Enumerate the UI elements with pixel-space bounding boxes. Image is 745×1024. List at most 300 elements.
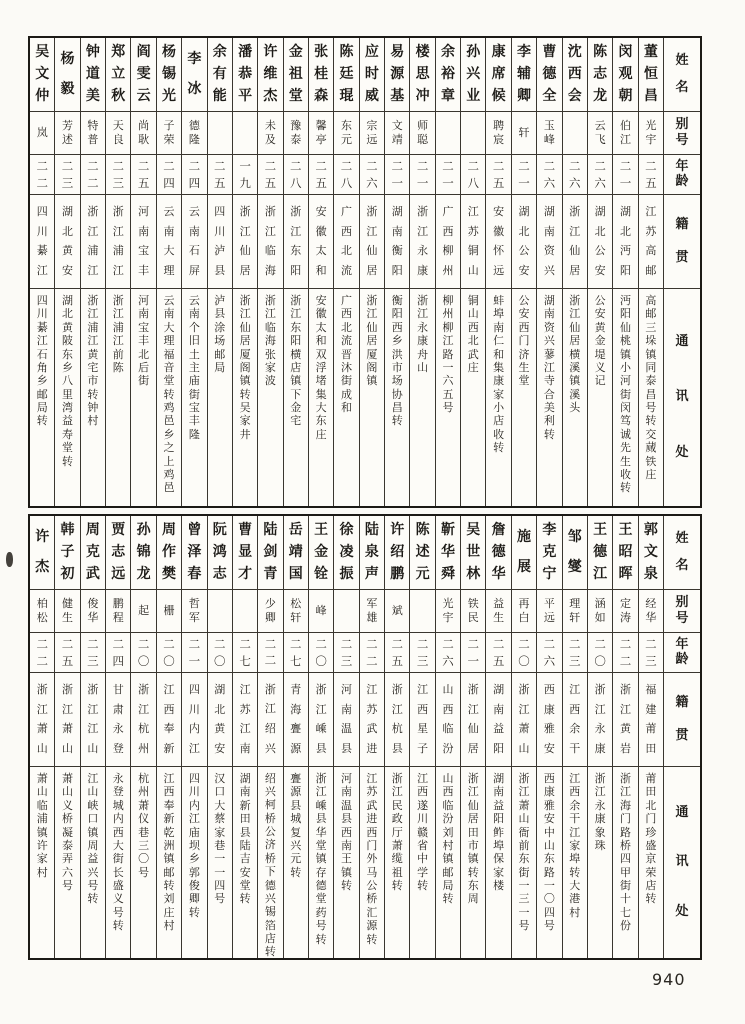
entry-name: 岳 靖 国 [284,516,308,590]
entry-native-place: 浙 江 永 康 [410,195,434,289]
entry-column [435,38,460,506]
entry-address: 泸 县 涂 场 邮 局 [214,294,226,374]
entry-name: 郭 文 泉 [639,516,663,590]
entry-name: 李 辅 卿 [512,38,536,112]
entry-address: 公 安 西 门 济 生 堂 [518,294,530,388]
entry-byname: 栅 [157,590,181,633]
entry-byname: 益 生 [486,590,510,633]
entry-byname [208,590,232,633]
entry-column [511,38,536,506]
entry-address: 浙 江 东 阳 横 店 镇 下 金 宅 [290,294,302,428]
entry-address: 浙 江 民 政 厅 萧 缆 祖 转 [391,772,403,892]
entry-address: 山 西 临 汾 刘 村 镇 邮 局 转 [442,772,454,906]
entry-column [181,516,206,958]
entry-byname [233,112,257,155]
entry-native-place: 湖 南 资 兴 [537,195,561,289]
entry-column [359,38,384,506]
entry-name: 余 裕 章 [436,38,460,112]
entry-address: 江 西 奉 新 乾 洲 镇 邮 转 刘 庄 村 [163,772,175,933]
entry-age: 二 三 [563,633,587,673]
entry-byname [208,112,232,155]
entry-address: 江 西 余 干 江 家 埠 转 大 港 村 [569,772,581,919]
entry-name: 李 克 宁 [537,516,561,590]
entry-native-place: 湖 北 沔 阳 [613,195,637,289]
entry-native-place: 湖 南 衡 阳 [385,195,409,289]
entry-byname: 文 靖 [385,112,409,155]
entry-byname [563,112,587,155]
directory-table-bottom [28,514,702,960]
entry-address: 河 南 宝 丰 北 后 街 [138,294,150,388]
entry-native-place: 云 南 石 屏 [182,195,206,289]
entry-name: 施 展 [512,516,536,590]
entry-column [536,516,561,958]
entry-native-place: 浙 江 萧 山 [512,673,536,767]
entry-column [130,38,155,506]
entry-column [105,516,130,958]
entry-byname: 斌 [385,590,409,633]
entry-native-place: 湖 北 黄 安 [55,195,79,289]
entry-age: 二 一 [436,155,460,195]
entry-age: 二 三 [410,633,434,673]
entry-age: 二 三 [334,633,358,673]
entry-byname: 光 宇 [436,590,460,633]
entry-name: 陈 述 元 [410,516,434,590]
entry-native-place: 广 西 柳 州 [436,195,460,289]
entry-age: 二 四 [106,633,130,673]
column-header-native: 籍 贯 [664,195,700,289]
entry-byname: 宗 远 [360,112,384,155]
entry-column [207,38,232,506]
entry-address: 浙 江 浦 江 黄 宅 市 转 钟 村 [87,294,99,428]
entry-native-place: 浙 江 仙 居 [563,195,587,289]
entry-column [536,38,561,506]
entry-byname: 军 雄 [360,590,384,633]
entry-byname [461,112,485,155]
entry-byname: 少 卿 [258,590,282,633]
entry-column [54,38,79,506]
entry-name: 金 祖 堂 [284,38,308,112]
entry-byname: 云 飞 [588,112,612,155]
entry-native-place: 福 建 莆 田 [639,673,663,767]
entry-address: 江 山 峡 口 镇 周 益 兴 号 转 [87,772,99,906]
entry-name: 张 桂 森 [309,38,333,112]
entry-column [612,38,637,506]
entry-address: 四 川 内 江 庙 坝 乡 郭 俊 卿 转 [188,772,200,919]
entry-byname: 未 及 [258,112,282,155]
entry-age: 二 五 [258,155,282,195]
entry-native-place: 青 海 亹 源 [284,673,308,767]
entry-name: 吴 世 林 [461,516,485,590]
column-header-age: 年 龄 [664,155,700,195]
entry-byname [334,590,358,633]
entry-byname: 峰 [309,590,333,633]
entry-age: 二 一 [461,633,485,673]
scan-artifact-mark [6,552,13,567]
entry-name: 曾 泽 春 [182,516,206,590]
entry-age: 二 五 [639,155,663,195]
entry-byname: 子 荣 [157,112,181,155]
entry-native-place: 浙 江 杭 县 [385,673,409,767]
entry-address: 浙 江 永 康 舟 山 [417,294,429,374]
entry-age: 二 五 [385,633,409,673]
column-header-address: 通 讯 处 [675,805,689,919]
entry-native-place: 江 苏 铜 山 [461,195,485,289]
entry-native-place: 云 南 大 理 [157,195,181,289]
directory-table-top [28,36,702,508]
entry-age: 二 六 [436,633,460,673]
entry-column [30,38,54,506]
entry-name: 康 席 候 [486,38,510,112]
entry-age: 一 九 [233,155,257,195]
entry-address: 公 安 黄 金 堤 义 记 [594,294,606,388]
entry-column [435,516,460,958]
entry-column [612,516,637,958]
entry-address: 湖 南 益 阳 鲊 埠 保 家 楼 [493,772,505,892]
entry-column [562,516,587,958]
entry-native-place: 江 西 奉 新 [157,673,181,767]
entry-native-place: 四 川 泸 县 [208,195,232,289]
page-number: 940 [652,970,686,989]
entry-age: 二 二 [81,155,105,195]
entry-age: 二 三 [55,155,79,195]
entry-native-place: 浙 江 嵊 县 [309,673,333,767]
entry-address: 柳 州 柳 江 路 一 六 五 号 [442,294,454,414]
entry-age: 二 三 [81,633,105,673]
entry-name: 靳 华 舜 [436,516,460,590]
entry-byname: 经 华 [639,590,663,633]
entry-column [587,38,612,506]
entry-column [562,38,587,506]
entry-address: 浙 江 临 海 张 家 波 [264,294,276,388]
entry-column [54,516,79,958]
entry-age: 二 〇 [131,633,155,673]
entry-column [257,516,282,958]
entry-age: 二 四 [157,155,181,195]
entry-byname: 起 [131,590,155,633]
entry-age: 二 六 [360,155,384,195]
entry-name: 许 绍 鹏 [385,516,409,590]
entry-age: 二 六 [563,155,587,195]
entry-native-place: 浙 江 杭 州 [131,673,155,767]
entry-column [409,38,434,506]
entry-native-place: 江 苏 武 进 [360,673,384,767]
entry-column [460,38,485,506]
entry-column [232,38,257,506]
entry-column [485,38,510,506]
entry-address: 浙 江 永 康 象 珠 [594,772,606,852]
entry-age: 二 八 [284,155,308,195]
entry-native-place: 浙 江 临 海 [258,195,282,289]
entry-native-place: 浙 江 浦 江 [106,195,130,289]
entry-age: 二 七 [233,633,257,673]
entry-column [308,38,333,506]
entry-age: 二 〇 [208,633,232,673]
entry-address: 浙 江 仙 居 厦 阁 镇 [366,294,378,388]
entry-column [359,516,384,958]
entry-name: 许 维 杰 [258,38,282,112]
entry-age: 二 二 [360,633,384,673]
entry-byname [233,590,257,633]
entry-native-place: 湖 北 黄 安 [208,673,232,767]
entry-address: 浙 江 嵊 县 华 堂 镇 存 德 堂 药 号 转 [315,772,327,946]
entry-address: 浙 江 萧 山 衙 前 东 街 一 三 一 号 [518,772,530,933]
entry-name: 许 杰 [30,516,54,590]
column-header-native: 籍 贯 [664,673,700,767]
entry-native-place: 湖 南 益 阳 [486,673,510,767]
entry-name: 陈 志 龙 [588,38,612,112]
entry-address: 湖 南 新 田 县 陆 吉 安 堂 转 [239,772,251,906]
entry-address: 湖 北 黄 陂 东 乡 八 里 湾 益 寿 堂 转 [62,294,74,468]
entry-name: 孙 兴 业 [461,38,485,112]
entry-name: 陈 廷 琨 [334,38,358,112]
entry-name: 李 冰 [182,38,206,112]
entry-column [232,516,257,958]
entry-byname [410,590,434,633]
entry-column [384,38,409,506]
entry-address: 云 南 大 理 福 音 堂 转 鸡 邑 乡 之 上 鸡 邑 [163,294,175,495]
entry-age: 二 三 [639,633,663,673]
entry-native-place: 浙 江 浦 江 [81,195,105,289]
entry-column [333,38,358,506]
entry-address: 西 康 雅 安 中 山 东 路 一 〇 四 号 [543,772,555,933]
column-header-name: 姓 名 [664,38,700,112]
entry-age: 二 六 [537,155,561,195]
header-column [663,516,700,958]
entry-native-place: 浙 江 江 山 [81,673,105,767]
entry-name: 王 德 江 [588,516,612,590]
entry-column [283,516,308,958]
entry-name: 曹 显 才 [233,516,257,590]
entry-column [181,38,206,506]
entry-address: 衡 阳 西 乡 洪 市 场 协 昌 转 [391,294,403,428]
entry-name: 郑 立 秋 [106,38,130,112]
entry-native-place: 浙 江 绍 兴 [258,673,282,767]
entry-byname: 健 生 [55,590,79,633]
entry-column [308,516,333,958]
entry-native-place: 浙 江 萧 山 [30,673,54,767]
entry-age: 二 八 [461,155,485,195]
entry-address: 汉 口 大 蔡 家 巷 一 一 四 号 [214,772,226,906]
entry-column [130,516,155,958]
entry-native-place: 山 西 临 汾 [436,673,460,767]
entry-name: 王 金 铨 [309,516,333,590]
entry-age: 二 〇 [157,633,181,673]
entry-name: 詹 德 华 [486,516,510,590]
entry-column [207,516,232,958]
entry-name: 邹 燮 [563,516,587,590]
header-column [663,38,700,506]
entry-name: 贾 志 远 [106,516,130,590]
entry-name: 陆 泉 声 [360,516,384,590]
entry-column [384,516,409,958]
entry-native-place: 广 西 北 流 [334,195,358,289]
entry-name: 闵 观 朝 [613,38,637,112]
entry-column [587,516,612,958]
entry-name: 潘 恭 平 [233,38,257,112]
entry-name: 易 源 基 [385,38,409,112]
entry-age: 二 五 [486,633,510,673]
entry-name: 陆 剑 青 [258,516,282,590]
entry-byname: 德 隆 [182,112,206,155]
entry-column [638,516,663,958]
entry-address: 四 川 綦 江 石 角 乡 邮 局 转 [36,294,48,428]
entry-column [333,516,358,958]
entry-address: 浙 江 浦 江 前 陈 [112,294,124,374]
entry-name: 阮 鸿 志 [208,516,232,590]
entry-age: 二 〇 [512,633,536,673]
entry-address: 杭 州 萧 仪 巷 三 〇 号 [138,772,150,879]
entry-byname: 俊 华 [81,590,105,633]
entry-age: 二 四 [182,155,206,195]
entry-age: 二 一 [512,155,536,195]
entry-age: 二 七 [284,633,308,673]
entry-native-place: 浙 江 东 阳 [284,195,308,289]
entry-native-place: 河 南 宝 丰 [131,195,155,289]
entry-byname: 柏 松 [30,590,54,633]
entry-address: 浙 江 海 门 路 桥 四 甲 街 十 七 份 [619,772,631,933]
entry-native-place: 浙 江 仙 居 [360,195,384,289]
column-header-age: 年 龄 [664,633,700,673]
entry-native-place: 浙 江 仙 居 [233,195,257,289]
entry-address: 河 南 温 县 西 南 王 镇 转 [341,772,352,892]
entry-byname: 豫 泰 [284,112,308,155]
entry-address: 永 登 城 内 西 大 街 长 盛 义 号 转 [112,772,124,933]
entry-byname: 师 聪 [410,112,434,155]
entry-address: 浙 江 仙 居 横 溪 镇 溪 头 [569,294,581,414]
entry-byname: 光 宇 [639,112,663,155]
entry-byname: 再 白 [512,590,536,633]
entry-name: 王 昭 晖 [613,516,637,590]
entry-native-place: 四 川 内 江 [182,673,206,767]
entry-column [485,516,510,958]
entry-age: 二 一 [182,633,206,673]
entry-column [409,516,434,958]
entry-native-place: 江 西 星 子 [410,673,434,767]
entry-column [105,38,130,506]
entry-age: 二 二 [613,633,637,673]
entry-age: 二 二 [258,633,282,673]
entry-native-place: 江 西 余 干 [563,673,587,767]
entry-name: 应 时 威 [360,38,384,112]
entry-age: 二 五 [309,155,333,195]
entry-name: 余 有 能 [208,38,232,112]
entry-byname: 芳 述 [55,112,79,155]
entry-byname: 伯 江 [613,112,637,155]
entry-age: 二 〇 [309,633,333,673]
entry-column [156,516,181,958]
entry-age: 二 二 [30,155,54,195]
entry-name: 吴 文 仲 [30,38,54,112]
entry-age: 二 五 [55,633,79,673]
entry-native-place: 河 南 温 县 [334,673,358,767]
entry-age: 二 二 [30,633,54,673]
entry-byname: 平 远 [537,590,561,633]
entry-age: 二 三 [106,155,130,195]
entry-address: 蚌 埠 南 仁 和 集 康 家 小 店 收 转 [493,294,505,455]
column-header-byname: 别 号 [664,590,700,633]
entry-name: 周 克 武 [81,516,105,590]
entry-byname: 定 涛 [613,590,637,633]
entry-age: 二 〇 [588,633,612,673]
entry-column [30,516,54,958]
entry-native-place: 浙 江 黄 岩 [613,673,637,767]
entry-column [460,516,485,958]
entry-address: 湖 南 资 兴 蓼 江 寺 合 美 利 转 [543,294,555,441]
entry-age: 二 一 [613,155,637,195]
entry-native-place: 浙 江 永 康 [588,673,612,767]
entry-name: 曹 德 全 [537,38,561,112]
entry-name: 周 作 樊 [157,516,181,590]
entry-native-place: 湖 北 公 安 [512,195,536,289]
entry-address: 沔 阳 仙 桃 镇 小 河 街 闵 笃 诚 先 生 收 转 [619,294,631,495]
entry-address: 萧 山 临 浦 镇 许 家 村 [36,772,48,879]
entry-name: 孙 锦 龙 [131,516,155,590]
entry-name: 韩 子 初 [55,516,79,590]
entry-age: 二 六 [537,633,561,673]
entry-name: 阎 雯 云 [131,38,155,112]
column-header-name: 姓 名 [664,516,700,590]
entry-age: 二 五 [486,155,510,195]
entry-name: 杨 锡 光 [157,38,181,112]
entry-byname: 玉 峰 [537,112,561,155]
entry-byname [436,112,460,155]
entry-column [638,38,663,506]
entry-address: 铜 山 西 北 武 庄 [467,294,479,374]
entry-address: 高 邮 三 垛 镇 同 泰 昌 号 转 交 蒇 铁 庄 [645,294,657,481]
column-header-byname: 别 号 [664,112,700,155]
entry-column [511,516,536,958]
entry-native-place: 浙 江 仙 居 [461,673,485,767]
entry-byname: 鹏 程 [106,590,130,633]
entry-address: 江 苏 武 进 西 门 外 马 公 桥 汇 源 转 [366,772,378,946]
entry-address: 安 徽 太 和 双 浮 堵 集 大 东 庄 [315,294,327,441]
entry-byname: 哲 军 [182,590,206,633]
entry-name: 沈 西 会 [563,38,587,112]
entry-native-place: 浙 江 萧 山 [55,673,79,767]
entry-address: 云 南 个 旧 土 主 庙 街 宝 丰 隆 [188,294,200,441]
entry-age: 二 一 [385,155,409,195]
entry-address: 广 西 北 流 晋 沐 街 成 和 [341,294,352,414]
entry-byname: 理 轩 [563,590,587,633]
entry-native-place: 四 川 綦 江 [30,195,54,289]
entry-address: 浙 江 仙 居 田 市 镇 转 东 周 [467,772,479,906]
entry-native-place: 江 苏 高 邮 [639,195,663,289]
entry-age: 二 五 [208,155,232,195]
entry-address: 萧 山 义 桥 凝 泰 弄 六 号 [62,772,74,892]
entry-native-place: 安 徽 太 和 [309,195,333,289]
entry-address: 浙 江 仙 居 厦 阁 镇 转 吴 家 井 [239,294,251,441]
entry-native-place: 甘 肃 永 登 [106,673,130,767]
entry-address: 亹 源 县 城 复 兴 元 转 [290,772,302,879]
entry-byname: 松 轩 [284,590,308,633]
entry-native-place: 湖 北 公 安 [588,195,612,289]
entry-age: 二 八 [334,155,358,195]
entry-age: 二 六 [588,155,612,195]
entry-name: 楼 思 冲 [410,38,434,112]
entry-byname: 岚 [30,112,54,155]
entry-address: 莆 田 北 门 珍 盛 京 荣 店 转 [645,772,657,906]
entry-byname: 东 元 [334,112,358,155]
entry-address: 绍 兴 柯 桥 公 济 桥 下 德 兴 锡 箔 店 转 [264,771,276,958]
entry-column [80,516,105,958]
entry-byname: 尚 耿 [131,112,155,155]
entry-byname: 铁 民 [461,590,485,633]
entry-name: 董 恒 昌 [639,38,663,112]
entry-byname: 特 普 [81,112,105,155]
entry-column [283,38,308,506]
entry-age: 二 一 [410,155,434,195]
entry-column [257,38,282,506]
